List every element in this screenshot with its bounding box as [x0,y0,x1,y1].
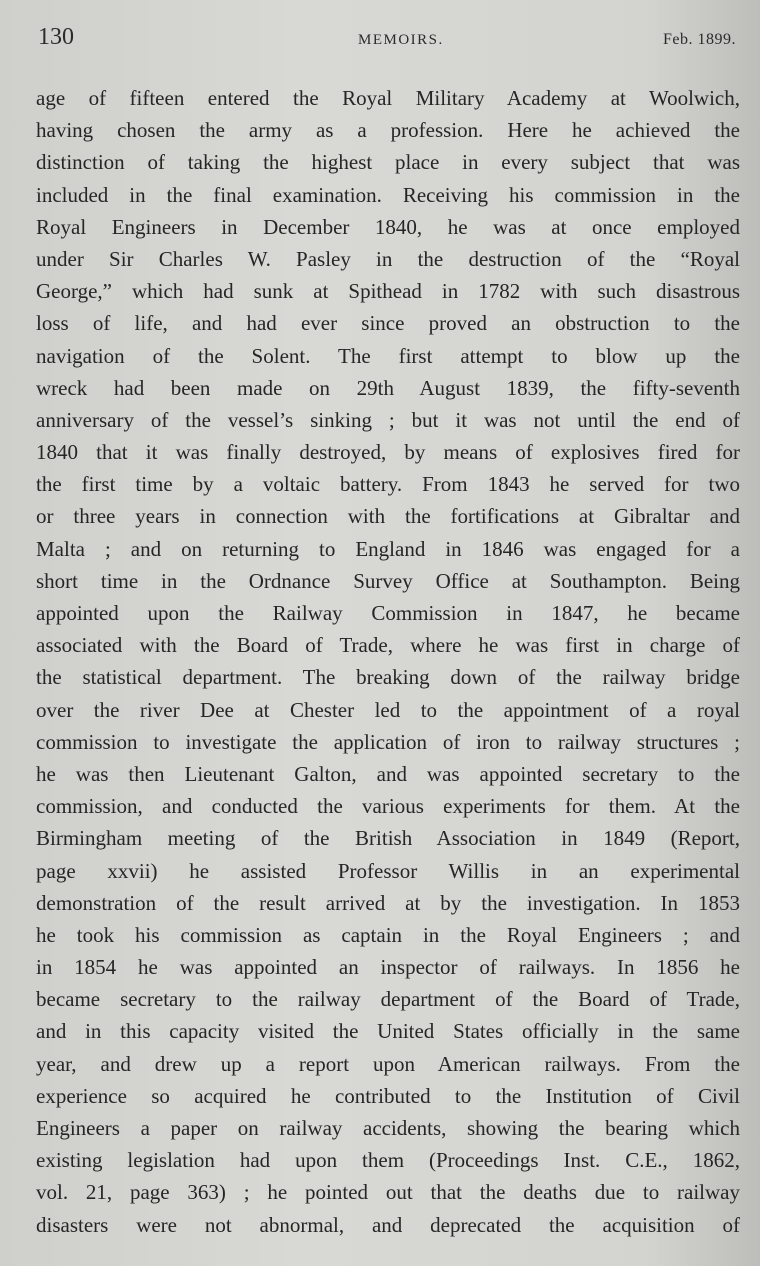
text-line: Royal Engineers in December 1840, he was at once employed [36,214,740,239]
text-line: disasters were not abnormal, and deprecated the acquisition of [36,1212,740,1237]
text-line: Malta ; and on returning to England in 1846 was engaged for a [36,536,740,561]
text-line: in 1854 he was appointed an inspector of railways. In 1856 he [36,955,740,980]
text-line: vol. 21, page 363) ; he pointed out that the deaths due to railway [36,1180,740,1205]
text-line: age of fifteen entered the Royal Military Academy at Woolwich, [36,86,740,110]
text-line: demonstration of the result arrived at by the investigation. In 1853 [36,890,740,915]
text-line: commission, and conducted the various experiments for them. At the [36,794,740,819]
text-line: appointed upon the Railway Commission in 1847, he became [36,601,740,625]
running-head: MEMOIRS. [358,32,444,48]
text-line: having chosen the army as a profession. Here he achieved the [36,118,740,143]
body-text [36,82,740,1241]
text-line: existing legislation had upon them (Proceedings Inst. C.E., 1862, [36,1148,740,1173]
text-line: included in the final examination. Receiving his commission in the [36,182,740,207]
text-line: the statistical department. The breaking down of the railway bridge [36,665,740,690]
text-line: commission to investigate the application of iron to railway structures ; [36,729,740,754]
text-line: short time in the Ordnance Survey Office at Southampton. Being [36,568,740,593]
text-line: page xxvii) he assisted Professor Willis in an experimental [36,858,740,883]
text-line: George,” which had sunk at Spithead in 1782 with such disastrous [36,279,740,304]
text-line: loss of life, and had ever since proved an obstruction to the [36,311,740,336]
page-header [38,24,738,54]
text-line: Birmingham meeting of the British Association in 1849 (Report, [36,826,740,851]
text-line: or three years in connection with the fortifications at Gibraltar and [36,504,740,529]
text-line: associated with the Board of Trade, where he was first in charge of [36,633,740,658]
text-line: the first time by a voltaic battery. From 1843 he served for two [36,472,740,497]
text-line: and in this capacity visited the United States officially in the same [36,1019,740,1044]
text-line: under Sir Charles W. Pasley in the destruction of the “Royal [36,246,740,271]
text-line: Engineers a paper on railway accidents, showing the bearing which [36,1116,740,1140]
text-line: wreck had been made on 29th August 1839, the fifty-seventh [36,375,740,400]
text-line: anniversary of the vessel’s sinking ; but it was not until the end of [36,407,740,432]
text-line: became secretary to the railway department of the Board of Trade, [36,987,740,1012]
text-line: experience so acquired he contributed to the Institution of Civil [36,1083,740,1108]
text-line: he took his commission as captain in the Royal Engineers ; and [36,922,740,947]
text-line: over the river Dee at Chester led to the appointment of a royal [36,697,740,722]
text-line: year, and drew up a report upon American railways. From the [36,1051,740,1076]
header-date: Feb. 1899. [663,31,736,48]
text-line: he was then Lieutenant Galton, and was appointed secretary to the [36,761,740,786]
text-line: 1840 that it was finally destroyed, by means of explosives fired for [36,440,740,465]
page-number: 130 [38,24,74,50]
text-line: distinction of taking the highest place in every subject that was [36,150,740,175]
text-line: navigation of the Solent. The first attempt to blow up the [36,343,740,368]
